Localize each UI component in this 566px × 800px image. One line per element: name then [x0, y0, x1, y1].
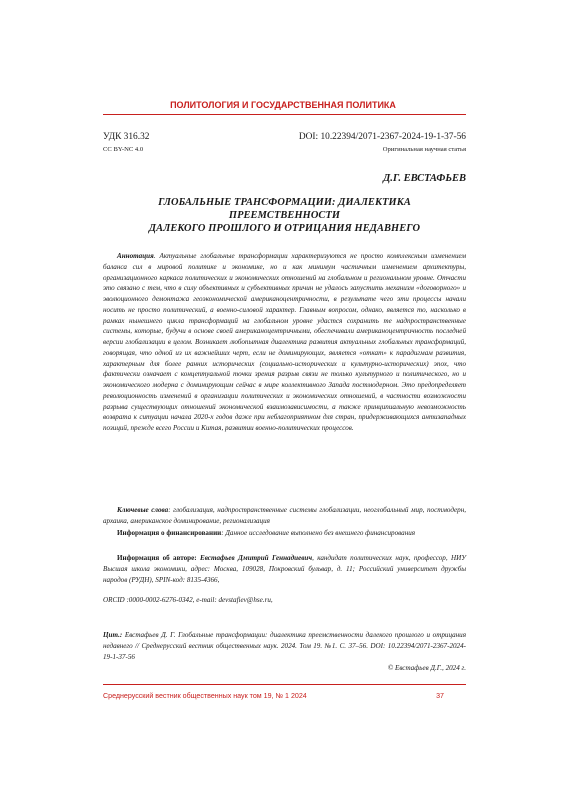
license-label: CC BY-NC 4.0 — [103, 146, 144, 153]
author-info-name: Евстафьев Дмитрий Геннадиевич — [196, 554, 313, 562]
funding-info — [103, 528, 466, 539]
author-info-text: , кандидат политических наук, профессор, НИУ Высшая школа экономики, адрес: Москва, 109028, Покровский бульвар, д. 11; Российский университет дружбы народов (РУДН), SPIN-код: 8135-4366, — [103, 554, 466, 584]
citation-label: Цит.: — [103, 631, 123, 639]
citation-text: Евстафьев Д. Г. Глобальные трансформации: диалектика преемственности далекого прошлого и отрицания недавнего // Среднерусский вестник общественных наук. 2024. Том 19. №1. С. 37–56. DOI: 10.22394/2071-2367-2024-19-1-37-56 — [103, 631, 466, 661]
keywords-text: : глобализация, надпространственные системы глобализации, неоглобальный мир, постмодерн, архаика, американское доминирование, регионализация — [103, 506, 466, 525]
title-line-1: ГЛОБАЛЬНЫЕ ТРАНСФОРМАЦИИ: ДИАЛЕКТИКА ПРЕЕМСТВЕННОСТИ — [158, 197, 411, 221]
article-title — [103, 196, 466, 235]
keywords — [103, 505, 466, 527]
footer-divider — [103, 684, 466, 685]
funding-label: Информация о финансировании — [117, 529, 222, 537]
abstract-text: . Актуальные глобальные трансформации характеризуются не просто комплексным изменением баланса сил в мировой политике и экономике, но и как минимум частичным изменением архитектуры, организационного каркаса политических и экономических отношений на глобальном и региональном уровне. Отчасти это связано с тем, что в силу объективных и субъективных причин не удалось запустить механизм «договорного» и эволюционного демонтажа геоэкономической американоцентричности, в результате чего эти процессы начали носить не просто политический, а военно-силовой характер. Главным вопросом, однако, является то, насколько в рамках нынешнего цикла трансформаций на глобальном уровне удастся сохранить те надпространственные системы, которые, будучи в основе своей американоцентричными, обеспечивали американоцентричность последней версии глобализации в целом. Возникает любопытная диалектика развития актуальных глобальных трансформаций, говорящая, что одной из их важнейших черт, если не доминирующих, является «откат» к парадигмам развития, характерным для более ранних исторических (социально-исторических и культурно-исторических) эпох, что фактически означает с концептуальной точки зрения разрыв связи не только культурного и политического, но и экономического модерна с доминирующим сейчас в мире коллективного Запада постмодерном. Это предопределяет революционность изменений в организации политических и экономических отношений, в частности возможности разрыва существующих отношений экономической взаимозависимости, а также принципиальную невозможность возврата к ситуации начала 2020-х годов даже при неблагоприятном для стран, придерживающихся антизападных позиций, прежде всего России и Китая, развитии военно-политических процессов. — [103, 252, 466, 432]
udk-code: УДК 316.32 — [103, 132, 150, 142]
keywords-label: Ключевые слова — [117, 506, 169, 514]
title-line-2: ДАЛЕКОГО ПРОШЛОГО И ОТРИЦАНИЯ НЕДАВНЕГО — [148, 223, 421, 234]
article-type: Оригинальная научная статья — [382, 146, 466, 153]
section-heading: ПОЛИТОЛОГИЯ И ГОСУДАРСТВЕННАЯ ПОЛИТИКА — [170, 100, 396, 110]
abstract-label: Аннотация — [117, 252, 154, 260]
doi: DOI: 10.22394/2071-2367-2024-19-1-37-56 — [298, 132, 466, 142]
header-divider — [103, 114, 466, 115]
author-name: Д.Г. ЕВСТАФЬЕВ — [383, 173, 466, 184]
citation — [103, 630, 466, 662]
copyright: © Евстафьев Д.Г., 2024 г. — [387, 664, 466, 672]
orcid-email: ORCID :0000-0002-6276-0342, e-mail: devstafiev@hse.ru, — [103, 596, 273, 604]
abstract — [103, 251, 466, 434]
page-number: 37 — [436, 692, 444, 700]
funding-text: : Данное исследование выполнено без внешнего финансирования — [221, 529, 416, 537]
author-info — [103, 553, 466, 585]
footer-journal: Среднерусский вестник общественных наук том 19, № 1 2024 — [103, 692, 307, 700]
author-info-label: Информация об авторе: — [117, 554, 197, 562]
